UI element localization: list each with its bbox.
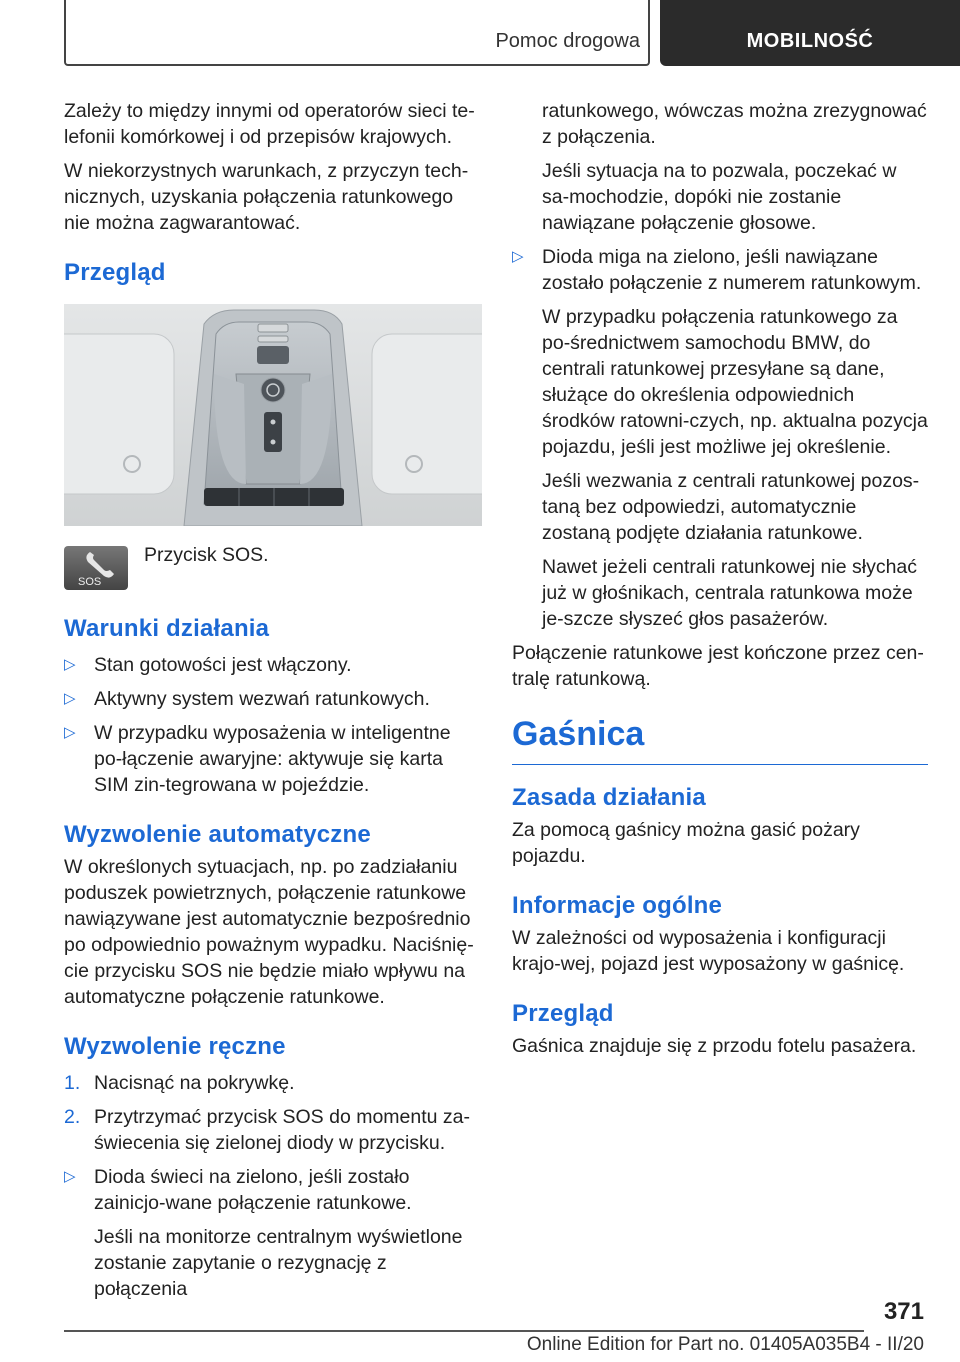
- list-item-text: Dioda świeci na zielono, jeśli zostało zainicjo-wane połączenie ratunkowe.: [94, 1166, 412, 1214]
- step-text: Przytrzymać przycisk SOS do momentu za-świecenia się zielonej diody w przycisku.: [94, 1106, 471, 1154]
- list-item-text: Dioda miga na zielono, jeśli nawiązane zostało połączenie z numerem ratunkowym.: [542, 246, 922, 294]
- intro-paragraph: Zależy to między innymi od operatorów sieci te-lefonii komórkowej i od przepisów krajowych.: [64, 100, 475, 148]
- section-heading-manual-trigger: Wyzwolenie ręczne: [64, 1033, 286, 1060]
- list-item-text: Aktywny system wezwań ratunkowych.: [94, 688, 430, 710]
- list-item: [64, 1164, 482, 1216]
- roof-console-figure: [64, 304, 482, 526]
- footer-edition: Online Edition for Part no. 01405A035B4 - II/20: [526, 1334, 924, 1355]
- sos-caption: Przycisk SOS.: [144, 544, 269, 566]
- page-header: [64, 0, 960, 66]
- list-item: [512, 244, 928, 296]
- section-heading-general: Informacje ogólne: [512, 892, 723, 919]
- section-heading-overview: Przegląd: [512, 1000, 614, 1027]
- roof-console-illustration: [64, 304, 482, 526]
- list-item: [64, 686, 482, 712]
- sos-handset-icon: [64, 546, 128, 590]
- end-paragraph: Połączenie ratunkowe jest kończone przez cen-tralę ratunkową.: [512, 642, 924, 690]
- overview-paragraph: Gaśnica znajduje się z przodu fotelu pasażera.: [512, 1035, 917, 1057]
- list-item: [64, 720, 482, 798]
- sub-paragraph: Nawet jeżeli centrali ratunkowej nie słychać już w głośnikach, centrala ratunkowa może je-szcze słyszeć głos pasażerów.: [542, 556, 918, 630]
- intro-paragraph: W niekorzystnych warunkach, z przyczyn tech-nicznych, uzyskania połączenia ratunkowego nie można zagwarantować.: [64, 160, 469, 234]
- chapter-heading-extinguisher: Gaśnica: [512, 712, 928, 765]
- step-text: Nacisnąć na pokrywkę.: [94, 1072, 295, 1094]
- sub-paragraph: W przypadku połączenia ratunkowego za po-średnictwem samochodu BMW, do centrali ratunkowej przesyłane są dane, służące do określenia odpowiednich środków ratowni-czych, np. aktualna pozycja pojazdu, jeśli jest możliwe jej określenie.: [542, 306, 928, 458]
- triangle-bullet-icon: ▷: [64, 1168, 76, 1185]
- triangle-bullet-icon: ▷: [64, 724, 76, 741]
- header-chapter-tab[interactable]: MOBILNOŚĆ: [660, 0, 960, 66]
- sub-paragraph: ratunkowego, wówczas można zrezygnować z połączenia.: [542, 100, 927, 148]
- step-item: [64, 1070, 482, 1096]
- list-item: [64, 652, 482, 678]
- sub-paragraph: Jeśli wezwania z centrali ratunkowej pozos-taną bez odpowiedzi, automatycznie zostaną podjęte działania ratunkowe.: [542, 470, 920, 544]
- step-item: [64, 1104, 482, 1156]
- footer-divider: [64, 1330, 864, 1332]
- auto-trigger-paragraph: W określonych sytuacjach, np. po zadziałaniu poduszek powietrznych, połączenie ratunkowe nawiązywane jest automatycznie bezpośrednio po odpowiednio poważnym wypadku. Naciśnię-cie przycisku SOS nie będzie miało wpływu na automatyczne połączenie ratunkowe.: [64, 856, 474, 1008]
- triangle-bullet-icon: ▷: [64, 690, 76, 707]
- triangle-bullet-icon: ▷: [512, 248, 524, 265]
- sos-caption-row: [64, 542, 482, 592]
- section-heading-overview: Przegląd: [64, 259, 166, 286]
- page-number: 371: [883, 1298, 924, 1325]
- section-heading-conditions: Warunki działania: [64, 615, 270, 642]
- list-item-text: Stan gotowości jest włączony.: [94, 654, 352, 676]
- step-number: 1.: [64, 1072, 81, 1094]
- right-column: [512, 98, 928, 1059]
- step-number: 2.: [64, 1106, 81, 1128]
- header-section-title: Pomoc drogowa: [495, 30, 640, 52]
- sos-icon-text: SOS: [78, 576, 102, 588]
- principle-paragraph: Za pomocą gaśnicy można gasić pożary pojazdu.: [512, 819, 860, 867]
- left-column: [64, 98, 482, 1302]
- sub-paragraph: Jeśli na monitorze centralnym wyświetlone zostanie zapytanie o rezygnację z połączenia: [94, 1226, 463, 1300]
- list-item-text: W przypadku wyposażenia w inteligentne po-łączenie awaryjne: aktywuje się karta SIM zin-tegrowana w pojeździe.: [94, 722, 451, 796]
- triangle-bullet-icon: ▷: [64, 656, 76, 673]
- sub-paragraph: Jeśli sytuacja na to pozwala, poczekać w sa-mochodzie, dopóki nie zostanie nawiązane połączenie głosowe.: [542, 160, 897, 234]
- section-heading-auto-trigger: Wyzwolenie automatyczne: [64, 821, 371, 848]
- section-heading-principle: Zasada działania: [512, 784, 706, 811]
- general-paragraph: W zależności od wyposażenia i konfiguracji krajo-wej, pojazd jest wyposażony w gaśnicę.: [512, 927, 905, 975]
